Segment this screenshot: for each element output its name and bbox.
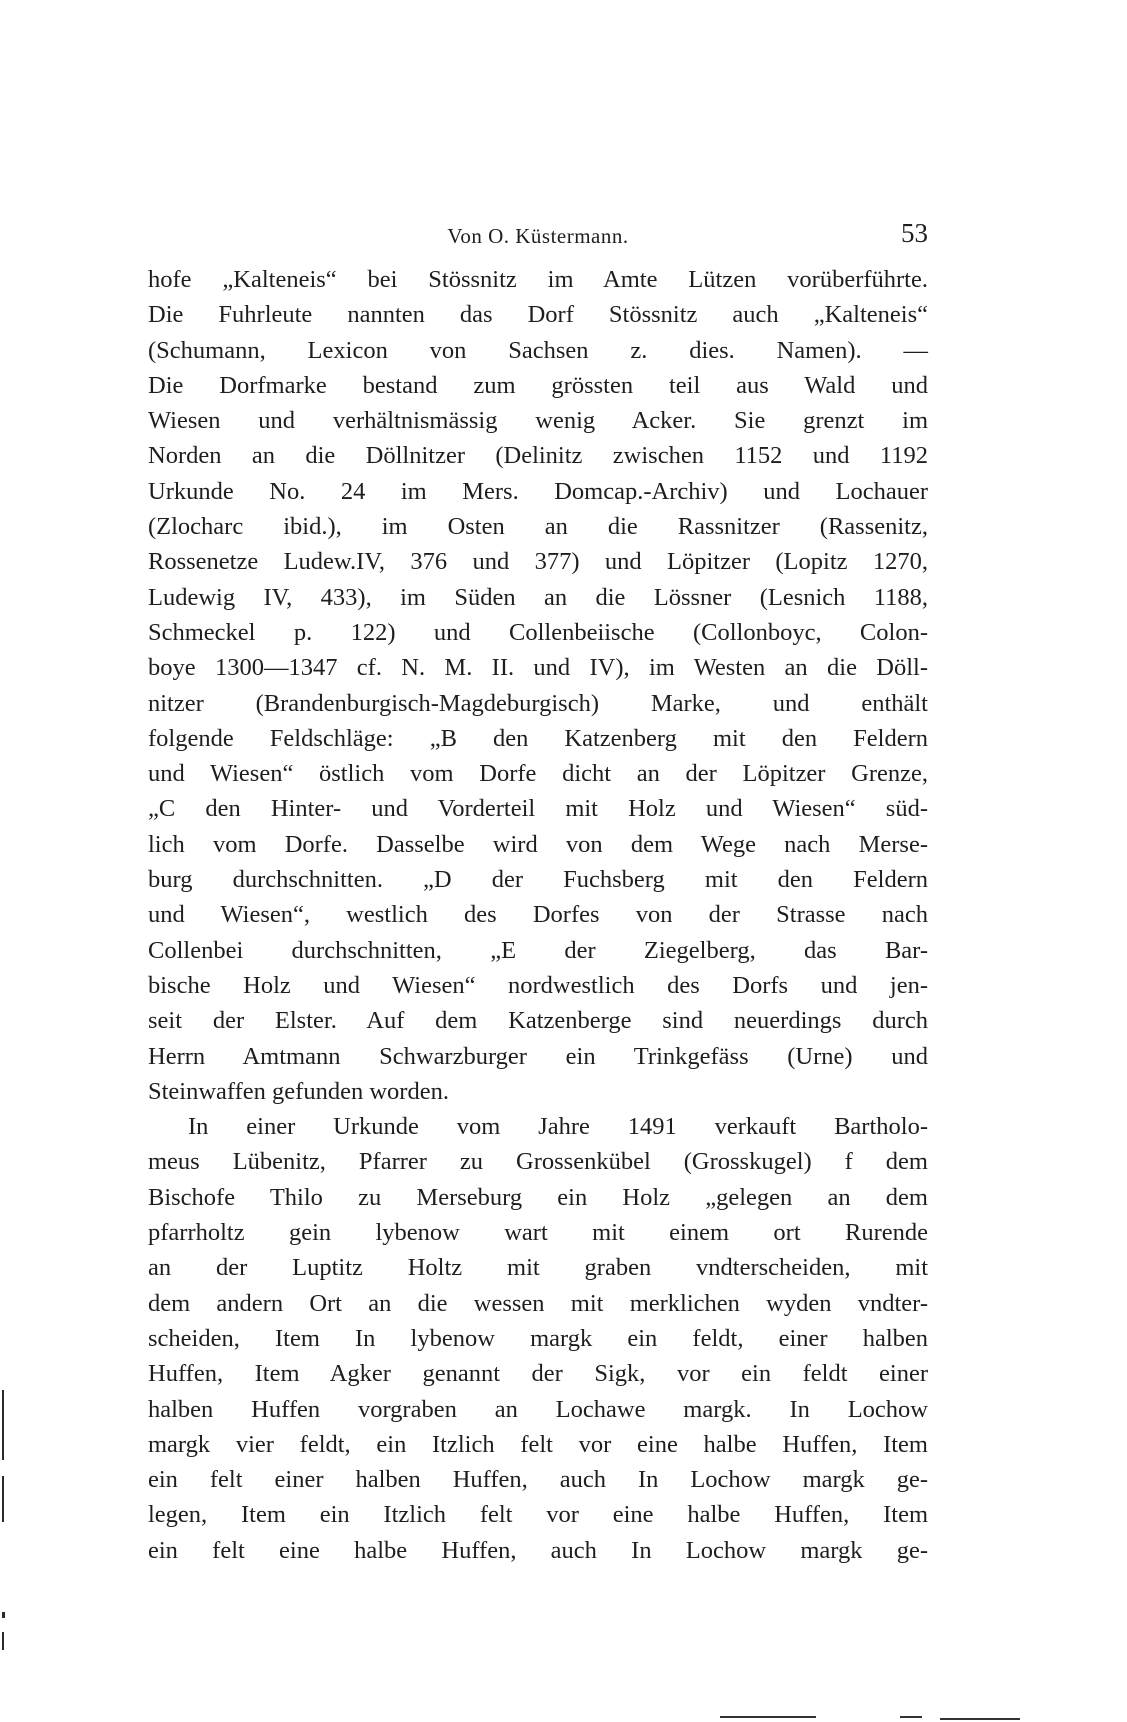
text-line: nitzer (Brandenburgisch-Magdeburgisch) Marke, und enthält [148, 689, 928, 717]
text-line: und Wiesen“, westlich des Dorfes von der Strasse nach [148, 901, 928, 929]
text-line: ein felt einer halben Huffen, auch In Lochow margk ge- [148, 1466, 928, 1494]
margin-mark [2, 1632, 4, 1650]
text-line: Die Fuhrleute nannten das Dorf Stössnitz auch „Kalteneis“ [148, 301, 928, 329]
text-line: boye 1300—1347 cf. N. M. II. und IV), im Westen an die Döll- [148, 654, 928, 682]
footer-rule [900, 1716, 922, 1718]
text-line: folgende Feldschläge: „B den Katzenberg mit den Feldern [148, 724, 928, 752]
text-line: burg durchschnitten. „D der Fuchsberg mit den Feldern [148, 866, 928, 894]
running-head [148, 218, 928, 254]
text-line: lich vom Dorfe. Dasselbe wird von dem Wege nach Merse- [148, 830, 928, 858]
text-line: halben Huffen vorgraben an Lochawe margk. In Lochow [148, 1395, 928, 1423]
text-line: In einer Urkunde vom Jahre 1491 verkauft Bartholo- [188, 1113, 928, 1141]
margin-mark [2, 1476, 4, 1522]
text-line: bische Holz und Wiesen“ nordwestlich des Dorfs und jen- [148, 971, 928, 999]
text-line: (Zlocharc ibid.), im Osten an die Rassnitzer (Rassenitz, [148, 513, 928, 541]
text-line: Herrn Amtmann Schwarzburger ein Trinkgefäss (Urne) und [148, 1042, 928, 1070]
text-line: (Schumann, Lexicon von Sachsen z. dies. Namen). — [148, 336, 928, 364]
text-line: scheiden, Item In lybenow margk ein feldt, einer halben [148, 1324, 928, 1352]
text-line: Steinwaffen gefunden worden. [148, 1077, 449, 1105]
text-line: ein felt eine halbe Huffen, auch In Lochow margk ge- [148, 1536, 928, 1564]
margin-mark [2, 1390, 4, 1460]
text-line: hofe „Kalteneis“ bei Stössnitz im Amte Lützen vorüberführte. [148, 266, 928, 293]
text-line: und Wiesen“ östlich vom Dorfe dicht an der Löpitzer Grenze, [148, 760, 928, 788]
margin-mark [2, 1612, 5, 1618]
text-line: pfarrholtz gein lybenow wart mit einem ort Rurende [148, 1219, 928, 1247]
footer-rule [940, 1718, 1020, 1720]
body-text [148, 262, 928, 1568]
text-line: Collenbei durchschnitten, „E der Ziegelberg, das Bar- [148, 936, 928, 964]
text-line: seit der Elster. Auf dem Katzenberge sind neuerdings durch [148, 1007, 928, 1035]
page-number: 53 [901, 218, 928, 248]
text-line: margk vier feldt, ein Itzlich felt vor eine halbe Huffen, Item [148, 1430, 928, 1458]
text-line: Norden an die Döllnitzer (Delinitz zwischen 1152 und 1192 [148, 442, 928, 470]
text-line: Huffen, Item Agker genannt der Sigk, vor ein feldt einer [148, 1360, 928, 1388]
text-line: Schmeckel p. 122) und Collenbeiische (Collonboyc, Colon- [148, 618, 928, 646]
text-line: Urkunde No. 24 im Mers. Domcap.-Archiv) und Lochauer [148, 477, 928, 505]
text-line: meus Lübenitz, Pfarrer zu Grossenkübel (Grosskugel) f dem [148, 1148, 928, 1176]
text-line: Rossenetze Ludew.IV, 376 und 377) und Löpitzer (Lopitz 1270, [148, 548, 928, 576]
text-line: an der Luptitz Holtz mit graben vndterscheiden, mit [148, 1254, 928, 1282]
footer-rule [720, 1716, 816, 1718]
text-line: Ludewig IV, 433), im Süden an die Lössner (Lesnich 1188, [148, 583, 928, 611]
text-line: dem andern Ort an die wessen mit merklichen wyden vndter- [148, 1289, 928, 1317]
text-line: Wiesen und verhältnismässig wenig Acker. Sie grenzt im [148, 407, 928, 435]
text-line: Bischofe Thilo zu Merseburg ein Holz „gelegen an dem [148, 1183, 928, 1211]
text-line: „C den Hinter- und Vorderteil mit Holz und Wiesen“ süd- [148, 795, 928, 823]
text-line: legen, Item ein Itzlich felt vor eine halbe Huffen, Item [148, 1501, 928, 1529]
running-title: Von O. Küstermann. [447, 224, 629, 248]
text-line: Die Dorfmarke bestand zum grössten teil aus Wald und [148, 371, 928, 399]
